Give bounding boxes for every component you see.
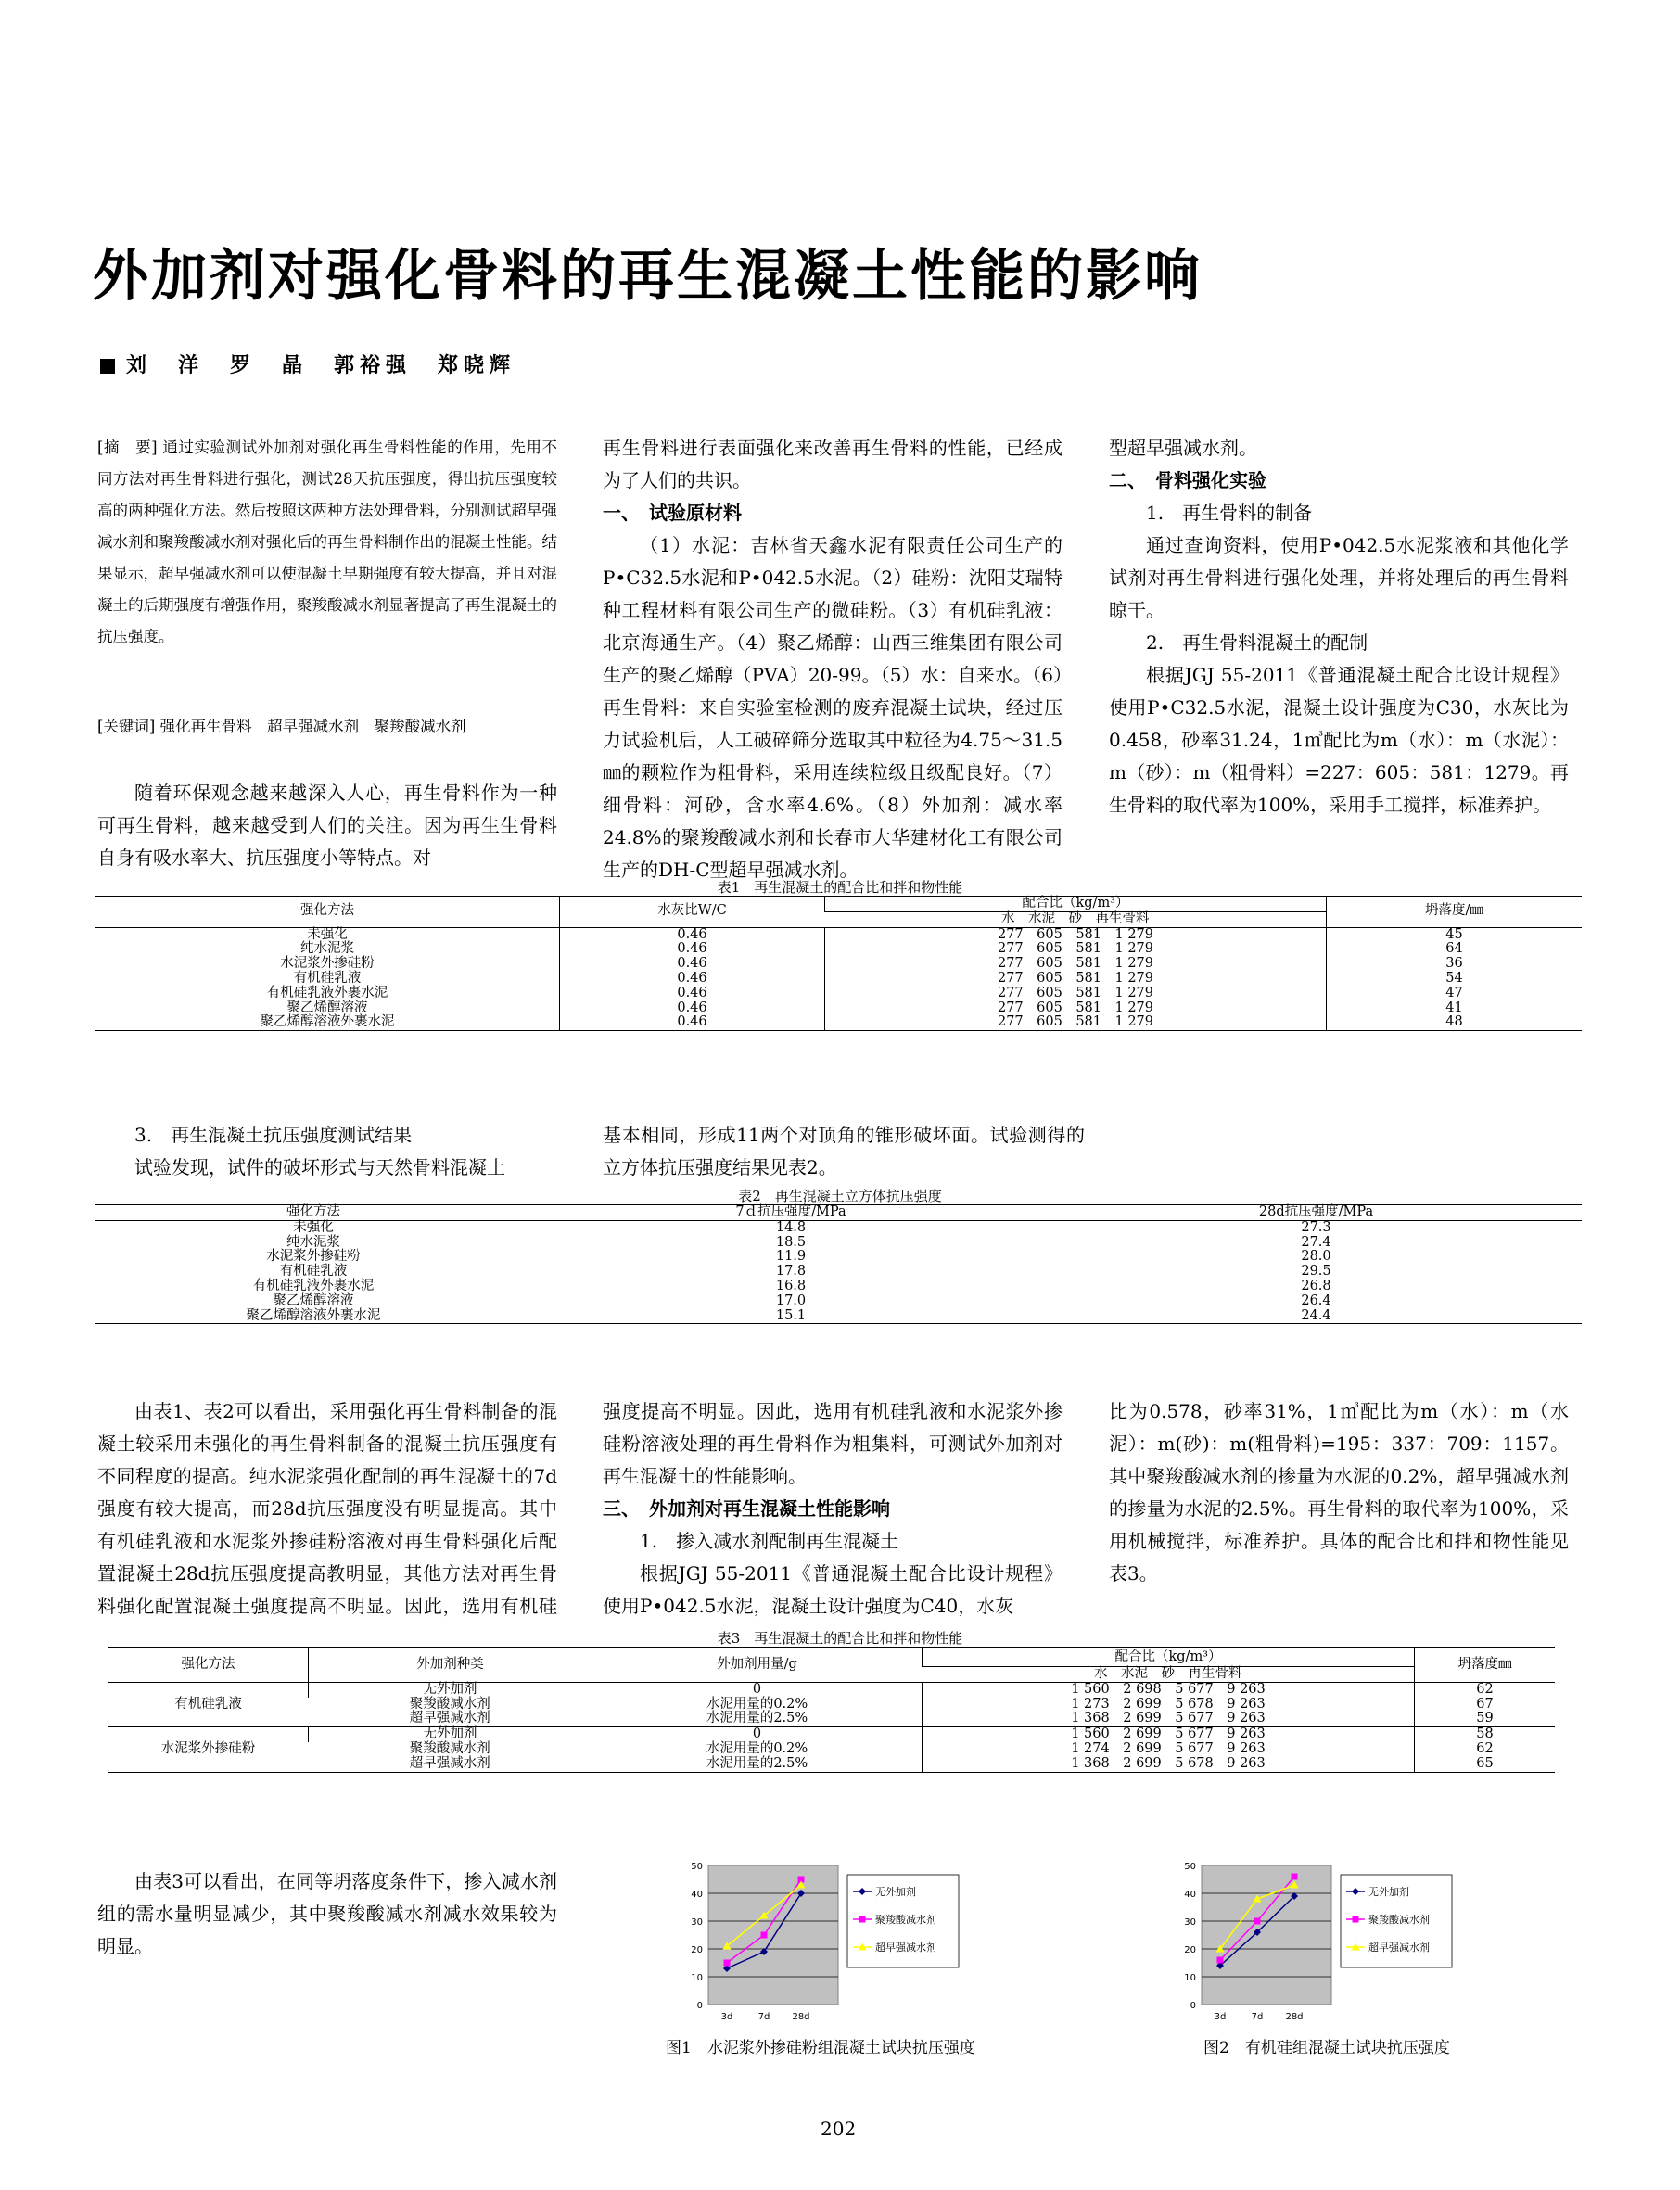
t3-th-type: 外加剂种类	[309, 1648, 592, 1683]
table-cell: 聚乙烯醇溶液	[273, 1292, 354, 1308]
table-cell: 1 273 2 699 5 678 9 263	[923, 1698, 1415, 1713]
table-cell: 54	[1327, 972, 1583, 987]
section-1-heading: 一、 试验原材料	[603, 502, 742, 524]
t2-th-28d: 28d抗压强度/MPa	[1258, 1204, 1374, 1219]
t3-th-slump: 坍落度㎜	[1415, 1648, 1556, 1683]
table-row	[95, 1309, 1582, 1324]
table-row	[95, 942, 1582, 957]
table-row	[95, 1001, 1582, 1016]
th-slump: 坍落度/㎜	[1327, 897, 1583, 928]
y-tick-label: 40	[1184, 1890, 1196, 1900]
table-cell: 无外加剂	[309, 1682, 592, 1697]
y-tick-label: 30	[691, 1917, 703, 1928]
table-row	[108, 1712, 1555, 1726]
after-table-2-paragraph: 由表1、表2可以看出，采用强化再生骨料制备的混凝土较采用未强化的再生骨料制备的混凝土抗压强度有不同程度的提高。纯水泥浆强化配制的再生混凝土的7d强度有较大提高，而28d抗压强度没有明显提高。其中有机硅乳液和水泥浆外掺硅粉溶液对再生骨料强化后配置混凝土28d抗压强度提高教明显，其他方法对再生骨料强化配置混凝土强度提高不明显。因此，选用有机硅	[97, 1400, 557, 1617]
table-row	[95, 927, 1582, 942]
section-3-text-1-cont: 比为0.578，砂率31%，1㎥配比为m（水）：m（水泥）：m(砂)：m(粗骨料)=195：337：709：1157。其中聚羧酸减水剂的掺量为水泥的0.2%，超早强减水剂的掺量为水泥的2.5%。再生骨料的取代率为100%，采用机械搅拌，标准养护。具体的配合比和拌和物性能见表3。	[1109, 1400, 1569, 1585]
section-2-3	[97, 1119, 557, 1184]
y-tick-label: 40	[691, 1890, 703, 1900]
table-cell: 24.4	[1301, 1307, 1331, 1323]
table-cell: 0.46	[560, 927, 825, 942]
data-point	[724, 1960, 731, 1967]
section-2-sub-2: 2. 再生骨料混凝土的配制	[1146, 631, 1368, 654]
intro-tail: 再生骨料进行表面强化来改善再生骨料的性能，已经成为了人们的共识。	[603, 437, 1063, 491]
section-3-text-1: 根据JGJ 55-2011《普通混凝土配合比设计规程》使用P•042.5水泥，混凝土设计强度为C40，水灰	[603, 1562, 1063, 1617]
table-cell: 0.46	[560, 1015, 825, 1030]
column-3-upper	[1109, 432, 1569, 821]
section-2-heading: 二、 骨料强化实验	[1109, 469, 1266, 491]
t3-th-mix: 配合比（kg/m³）	[923, 1648, 1415, 1667]
table-cell: 27.4	[1301, 1234, 1331, 1250]
table-cell: 0.46	[560, 957, 825, 972]
x-tick-label: 3d	[720, 2012, 733, 2021]
table-cell: 277 605 581 1 279	[825, 927, 1327, 942]
table-cell: 0	[592, 1682, 923, 1697]
table-row	[108, 1757, 1555, 1772]
table-cell: 水泥用量的2.5%	[592, 1757, 923, 1772]
table-row	[108, 1682, 1555, 1697]
after-table-2-col-3	[1109, 1395, 1569, 1590]
legend-label: 超早强减水剂	[875, 1942, 936, 1954]
table-cell: 18.5	[775, 1234, 807, 1250]
table-row	[108, 1698, 1555, 1713]
section-3-sub-1: 1. 掺入减水剂配制再生混凝土	[640, 1530, 899, 1552]
page-number: 202	[821, 2118, 857, 2140]
x-tick-label: 3d	[1214, 2012, 1227, 2022]
table-1-caption: 表1 再生混凝土的配合比和拌和物性能	[717, 879, 963, 896]
table-cell: 未强化	[293, 1219, 334, 1235]
intro-continuation	[603, 432, 1063, 497]
table-cell: 11.9	[775, 1249, 807, 1265]
table-cell: 277 605 581 1 279	[825, 1001, 1327, 1016]
square-bullet-icon	[100, 359, 115, 374]
section-2-sub-3: 3. 再生混凝土抗压强度测试结果	[134, 1124, 413, 1146]
table-row	[95, 972, 1582, 987]
th-mix-sub: 水 水泥 砂 再生骨料	[1001, 910, 1150, 926]
table-cell: 29.5	[1301, 1264, 1331, 1280]
table-cell: 未强化	[307, 926, 348, 942]
table-cell: 26.4	[1301, 1292, 1331, 1308]
figure-2-title: 图2 有机硅组混凝土试块抗压强度	[1203, 2039, 1450, 2057]
table-cell: 62	[1415, 1742, 1556, 1757]
table-cell: 水泥用量的2.5%	[592, 1712, 923, 1726]
table-3-header	[108, 1648, 1555, 1667]
plot-area	[1202, 1865, 1331, 2005]
table-cell: 聚乙烯醇溶液外裹水泥	[246, 1307, 381, 1323]
table-cell: 277 605 581 1 279	[825, 1015, 1327, 1030]
table-cell: 水泥用量的0.2%	[592, 1742, 923, 1757]
data-point	[1254, 1918, 1261, 1925]
table-row	[95, 1280, 1582, 1294]
table-cell: 277 605 581 1 279	[825, 957, 1327, 972]
keywords	[97, 711, 557, 743]
y-tick-label: 20	[691, 1945, 703, 1955]
page-title: 外加剂对强化骨料的再生混凝土性能的影响	[93, 244, 1203, 309]
table-cell: 1 560 2 698 5 677 9 263	[923, 1682, 1415, 1697]
t2-th-7d: 7ｄ抗压强度/MPa	[735, 1204, 846, 1219]
table-cell: 277 605 581 1 279	[825, 972, 1327, 987]
figure-2-chart	[1159, 1854, 1548, 2023]
plot-area	[708, 1865, 838, 2005]
table-cell: 0.46	[560, 972, 825, 987]
table-2-header	[95, 1205, 1582, 1221]
table-row	[95, 957, 1582, 972]
table-cell: 超早强减水剂	[409, 1711, 490, 1726]
data-point	[1217, 1957, 1224, 1964]
table-row	[95, 1220, 1582, 1235]
table-cell: 67	[1415, 1698, 1556, 1713]
table-cell: 0.46	[560, 1001, 825, 1016]
section-2-3-cont	[603, 1119, 1085, 1184]
legend-marker	[859, 1916, 866, 1923]
legend-label: 无外加剂	[1368, 1886, 1409, 1898]
legend-label: 无外加剂	[875, 1886, 916, 1898]
y-tick-label: 20	[1184, 1945, 1196, 1955]
table-cell: 26.8	[1301, 1278, 1331, 1293]
figure-1-chart	[666, 1854, 1055, 2021]
after-table-2-col-2	[603, 1395, 1063, 1623]
y-tick-label: 0	[696, 2001, 703, 2011]
table-cell: 水泥浆外掺硅粉	[266, 1249, 361, 1265]
intro-paragraph: 随着环保观念越来越深入人心，再生骨料作为一种可再生骨料，越来越受到人们的关注。因为再生生骨料自身有吸水率大、抗压强度小等特点。对	[97, 782, 557, 869]
table-cell: 聚羧酸减水剂	[409, 1740, 490, 1756]
table-3	[108, 1647, 1555, 1773]
abstract-text: 通过实验测试外加剂对强化再生骨料性能的作用，先用不同方法对再生骨料进行强化，测试28天抗压强度，得出抗压强度较高的两种强化方法。然后按照这两种方法处理骨料，分别测试超早强减水剂和聚羧酸减水剂对强化后的再生骨料制作出的混凝土性能。结果显示，超早强减水剂可以使混凝土早期强度有较大提高，并且对混凝土的后期强度有增强作用，聚羧酸减水剂显著提高了再生混凝土的抗压强度。	[97, 439, 558, 645]
section-3-heading: 三、 外加剂对再生混凝土性能影响	[603, 1497, 890, 1520]
table-cell: 16.8	[775, 1278, 807, 1293]
table-cell: 45	[1327, 927, 1583, 942]
table-cell: 1 368 2 699 5 677 9 263	[923, 1712, 1415, 1726]
table-cell: 14.8	[775, 1219, 807, 1235]
column-1-upper	[97, 777, 557, 874]
table-cell: 纯水泥浆	[286, 1234, 340, 1250]
t3-th-amount: 外加剂用量/g	[592, 1648, 923, 1683]
table-cell: 1 560 2 699 5 677 9 263	[923, 1727, 1415, 1742]
table-cell: 28.0	[1301, 1249, 1331, 1265]
table-cell: 65	[1415, 1757, 1556, 1772]
table-cell: 59	[1415, 1712, 1556, 1726]
table-cell: 17.0	[775, 1292, 807, 1308]
table-cell: 277 605 581 1 279	[825, 987, 1327, 1001]
x-tick-label: 7d	[757, 2012, 770, 2021]
abstract-label: [摘 要]	[97, 439, 158, 456]
th-wc: 水灰比W/C	[560, 897, 825, 928]
t2-th-method: 强化方法	[286, 1204, 340, 1219]
table-cell: 超早强减水剂	[409, 1755, 490, 1771]
table-3-paragraph: 由表3可以看出，在同等坍落度条件下，掺入减水剂组的需水量明显减少，其中聚羧酸减水剂减水效果较为明显。	[97, 1870, 557, 1957]
table-cell-method: 有机硅乳液	[108, 1682, 309, 1726]
table-cell: 41	[1327, 1001, 1583, 1016]
table-cell-method: 水泥浆外掺硅粉	[160, 1740, 256, 1756]
table-row	[95, 1250, 1582, 1265]
table-cell: 无外加剂	[309, 1727, 592, 1742]
table-1	[95, 896, 1582, 1031]
th-mix: 配合比（kg/m³）	[825, 897, 1327, 912]
table-cell: 27.3	[1301, 1219, 1331, 1235]
table-cell: 水泥浆外掺硅粉	[280, 956, 375, 972]
table-cell: 有机硅乳液外裹水泥	[252, 1278, 375, 1293]
keywords-text: 强化再生骨料 超早强减水剂 聚羧酸减水剂	[159, 718, 466, 735]
th-method: 强化方法	[300, 903, 354, 919]
table-cell: 64	[1327, 942, 1583, 957]
legend-label: 聚羧酸减水剂	[1368, 1914, 1430, 1926]
y-tick-label: 10	[1184, 1973, 1196, 1983]
section-1-tail: 型超早强减水剂。	[1109, 437, 1257, 459]
table-2-caption: 表2 再生混凝土立方体抗压强度	[738, 1188, 942, 1204]
table-cell: 0.46	[560, 942, 825, 957]
table-cell: 1 368 2 699 5 678 9 263	[923, 1757, 1415, 1772]
table-row	[108, 1742, 1555, 1757]
table-cell: 58	[1415, 1727, 1556, 1742]
table-cell: 有机硅乳液	[293, 970, 362, 986]
section-2-text-1: 通过查询资料，使用P•042.5水泥浆液和其他化学试剂对再生骨料进行强化处理，并将处理后的再生骨料晾干。	[1109, 534, 1569, 621]
data-point	[1292, 1874, 1298, 1880]
table-cell: 47	[1327, 987, 1583, 1001]
section-2-text-3-cont: 基本相同，形成11两个对顶角的锥形破坏面。试验测得的立方体抗压强度结果见表2。	[603, 1124, 1085, 1178]
x-tick-label: 28d	[1285, 2012, 1304, 2022]
table-cell: 48	[1327, 1015, 1583, 1030]
y-tick-label: 10	[691, 1973, 703, 1983]
legend-label: 超早强减水剂	[1368, 1942, 1430, 1954]
author-names: 刘 洋 罗 晶 郭裕强 郑晓辉	[126, 354, 516, 377]
table-cell: 有机硅乳液外裹水泥	[266, 985, 388, 1000]
table-cell: 水泥用量的0.2%	[592, 1698, 923, 1713]
table-cell: 1 274 2 699 5 677 9 263	[923, 1742, 1415, 1757]
table-cell: 聚羧酸减水剂	[409, 1696, 490, 1712]
table-cell: 277 605 581 1 279	[825, 942, 1327, 957]
t3-th-mix-sub: 水 水泥 砂 再生骨料	[923, 1667, 1415, 1683]
legend-label: 聚羧酸减水剂	[875, 1914, 936, 1926]
y-tick-label: 50	[1184, 1862, 1196, 1872]
column-2-upper	[603, 432, 1063, 886]
after-table-2-col-1	[97, 1395, 557, 1623]
x-tick-label: 28d	[792, 2012, 810, 2021]
table-cell: 17.8	[775, 1264, 807, 1280]
table-1-header	[95, 897, 1582, 912]
section-2-text-3: 试验发现，试件的破坏形式与天然骨料混凝土	[134, 1156, 505, 1178]
x-tick-label: 7d	[1251, 2012, 1264, 2022]
table-cell: 0.46	[560, 987, 825, 1001]
table-row	[108, 1727, 1555, 1742]
table-cell: 聚乙烯醇溶液外裹水泥	[260, 1014, 395, 1030]
section-2-sub-1: 1. 再生骨料的制备	[1146, 502, 1313, 524]
table-row	[95, 1015, 1582, 1030]
table-cell: 聚乙烯醇溶液	[286, 1000, 368, 1015]
table-cell: 62	[1415, 1682, 1556, 1697]
y-tick-label: 0	[1190, 2001, 1196, 2011]
legend-marker	[1353, 1916, 1359, 1923]
keywords-label: [关键词]	[97, 718, 156, 735]
bottom-col-1	[97, 1865, 557, 1963]
data-point	[761, 1932, 768, 1939]
section-2-text-2: 根据JGJ 55-2011《普通混凝土配合比设计规程》使用P•C32.5水泥，混凝土设计强度为C30，水灰比为0.458，砂率31.24，1㎥配比为m（水）：m（水泥）：m（砂）：m（粗骨料）=227：605：581：1279。再生骨料的取代率为100%，采用手工搅拌，标准养护。	[1109, 664, 1569, 816]
figure-1-title: 图1 水泥浆外掺硅粉组混凝土试块抗压强度	[666, 2039, 975, 2057]
table-cell: 0	[592, 1727, 923, 1742]
after-table-2-tail: 强度提高不明显。因此，选用有机硅乳液和水泥浆外掺硅粉溶液处理的再生骨料作为粗集料，可测试外加剂对再生混凝土的性能影响。	[603, 1400, 1063, 1487]
table-cell: 有机硅乳液	[279, 1264, 348, 1280]
t3-th-method: 强化方法	[108, 1648, 309, 1683]
section-1-text: （1）水泥：吉林省天鑫水泥有限责任公司生产的P•C32.5水泥和P•042.5水泥。（2）硅粉：沈阳艾瑞特种工程材料有限公司生产的微硅粉。（3）有机硅乳液：北京海通生产。（4）聚乙烯醇：山西三维集团有限公司生产的聚乙烯醇（PVA）20-99。（5）水：自来水。（6）再生骨料：来自实验室检测的废弃混凝土试块，经过压力试验机后，人工破碎筛分选取其中粒径为4.75～31.5㎜的颗粒作为粗骨料，采用连续粒级且级配良好。（7）细骨料：河砂，含水率4.6%。（8）外加剂：减水率24.8%的聚羧酸减水剂和长春市大华建材化工有限公司生产的DH-C型超早强减水剂。	[603, 534, 1063, 881]
table-cell: 36	[1327, 957, 1583, 972]
authors	[100, 350, 515, 378]
table-row	[95, 987, 1582, 1001]
table-2	[95, 1204, 1582, 1324]
table-row	[95, 1294, 1582, 1309]
y-tick-label: 30	[1184, 1917, 1196, 1928]
table-3-caption: 表3 再生混凝土的配合比和拌和物性能	[717, 1630, 963, 1647]
table-cell: 15.1	[775, 1307, 807, 1323]
abstract	[97, 432, 557, 653]
table-cell: 纯水泥浆	[300, 941, 354, 957]
table-row	[95, 1265, 1582, 1280]
y-tick-label: 50	[691, 1862, 703, 1872]
